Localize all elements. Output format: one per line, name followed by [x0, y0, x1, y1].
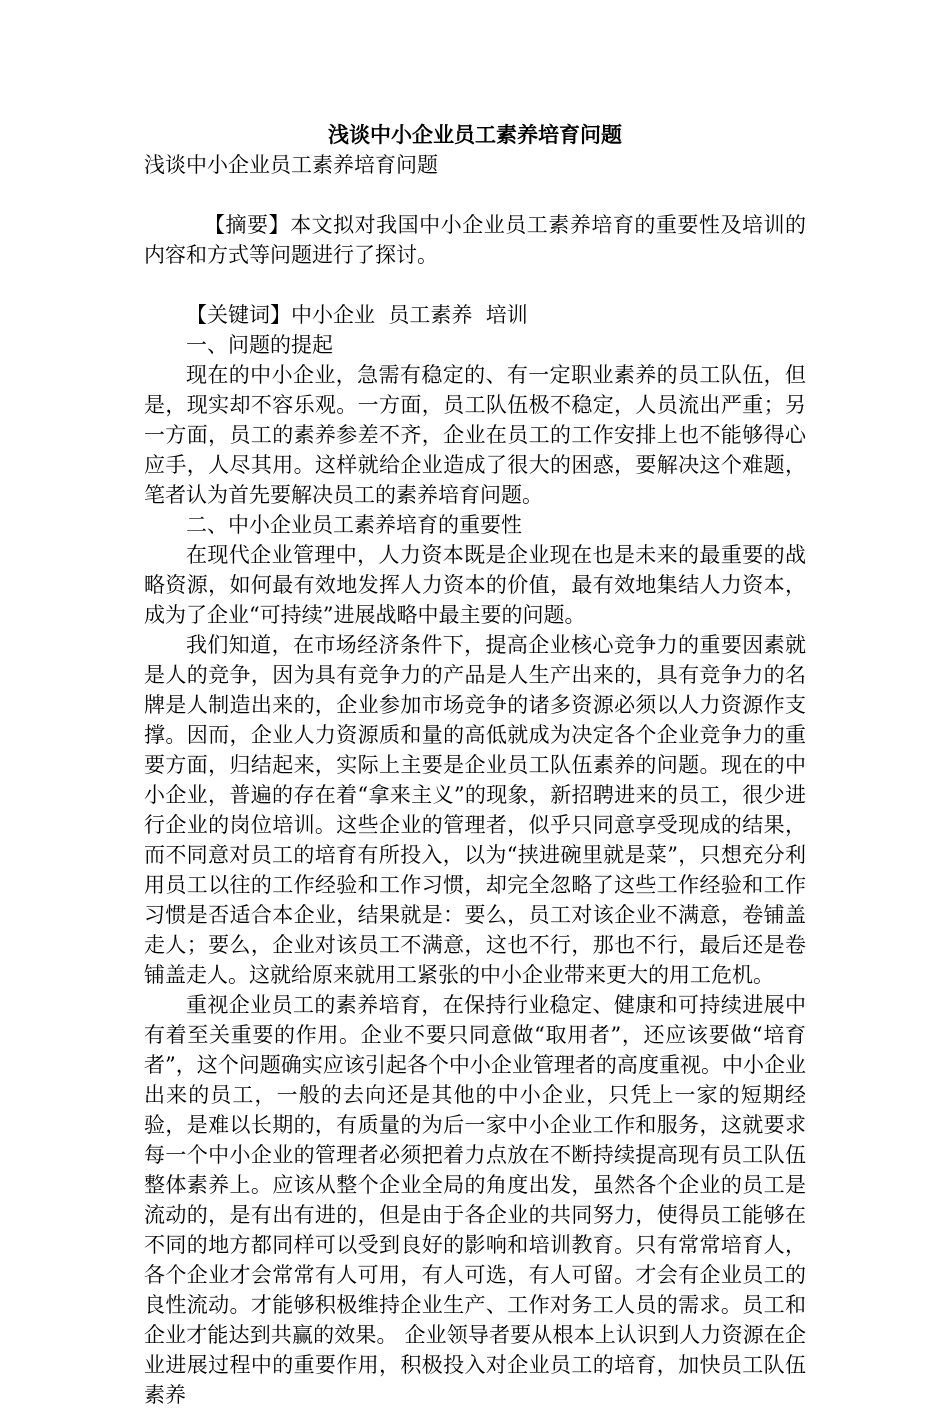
- body-paragraph: 重视企业员工的素养培育，在保持行业稳定、健康和可持续进展中有着至关重要的作用。企业不要只同意做“取用者”，还应该要做“培育者”，这个问题确实应该引起各个中小企业管理者的高度重视。中小企业出来的员工，一般的去向还是其他的中小企业，只凭上一家的短期经验，是难以长期的，有质量的为后一家中小企业工作和服务，这就要求每一个中小企业的管理者必须把着力点放在不断持续提高现有员工队伍整体素养上。应该从整个企业全局的角度出发，虽然各个企业的员工是流动的，是有出有进的，但是由于各企业的共同努力，使得员工能够在不同的地方都同样可以受到良好的影响和培训教育。只有常常培育人，各个企业才会常常有人可用，有人可选，有人可留。才会有企业员工的良性流动。才能够积极维持企业生产、工作对务工人员的需求。员工和企业才能达到共赢的效果。 企业领导者要从根本上认识到人力资源在企业进展过程中的重要作用，积极投入对企业员工的培育，加快员工队伍素养: [144, 993, 806, 1407]
- body-paragraph: 现在的中小企业，急需有稳定的、有一定职业素养的员工队伍，但是，现实却不容乐观。一方面，员工队伍极不稳定，人员流出严重；另一方面，员工的素养参差不齐，企业在员工的工作安排上也不能够得心应手，人尽其用。这样就给企业造成了很大的困惑，要解决这个难题，笔者认为首先要解决员工的素养培育问题。: [144, 363, 806, 507]
- section-heading-1: 一、问题的提起: [186, 333, 333, 357]
- body-paragraph: 在现代企业管理中，人力资本既是企业现在也是未来的最重要的战略资源，如何最有效地发挥人力资本的价值，最有效地集结人力资本，成为了企业“可持续”进展战略中最主要的问题。: [144, 543, 806, 627]
- section-heading-2: 二、中小企业员工素养培育的重要性: [186, 513, 522, 537]
- spacer: [144, 270, 806, 300]
- abstract-paragraph: 【摘要】本文拟对我国中小企业员工素养培育的重要性及培训的内容和方式等问题进行了探讨。: [144, 213, 806, 267]
- document-title: 浅谈中小企业员工素养培育问题: [328, 122, 622, 147]
- body-paragraph: 我们知道，在市场经济条件下，提高企业核心竞争力的重要因素就是人的竞争，因为具有竞争力的产品是人生产出来的，具有竞争力的名牌是人制造出来的，企业参加市场竞争的诸多资源必须以人力资源作支撑。因而，企业人力资源质和量的高低就成为决定各个企业竞争力的重要方面，归结起来，实际上主要是企业员工队伍素养的问题。现在的中小企业，普遍的存在着“拿来主义”的现象，新招聘进来的员工，很少进行企业的岗位培训。这些企业的管理者，似乎只同意享受现成的结果，而不同意对员工的培育有所投入，以为“挟进碗里就是菜”，只想充分利用员工以往的工作经验和工作习惯，却完全忽略了这些工作经验和工作习惯是否适合本企业，结果就是：要么，员工对该企业不满意，卷铺盖走人；要么，企业对该员工不满意，这也不行，那也不行，最后还是卷铺盖走人。这就给原来就用工紧张的中小企业带来更大的用工危机。: [144, 633, 806, 987]
- document-subtitle: 浅谈中小企业员工素养培育问题: [144, 153, 438, 177]
- spacer: [144, 180, 806, 210]
- keywords-line: 【关键词】中小企业 员工素养 培训: [186, 303, 528, 327]
- document-page: [144, 120, 806, 1410]
